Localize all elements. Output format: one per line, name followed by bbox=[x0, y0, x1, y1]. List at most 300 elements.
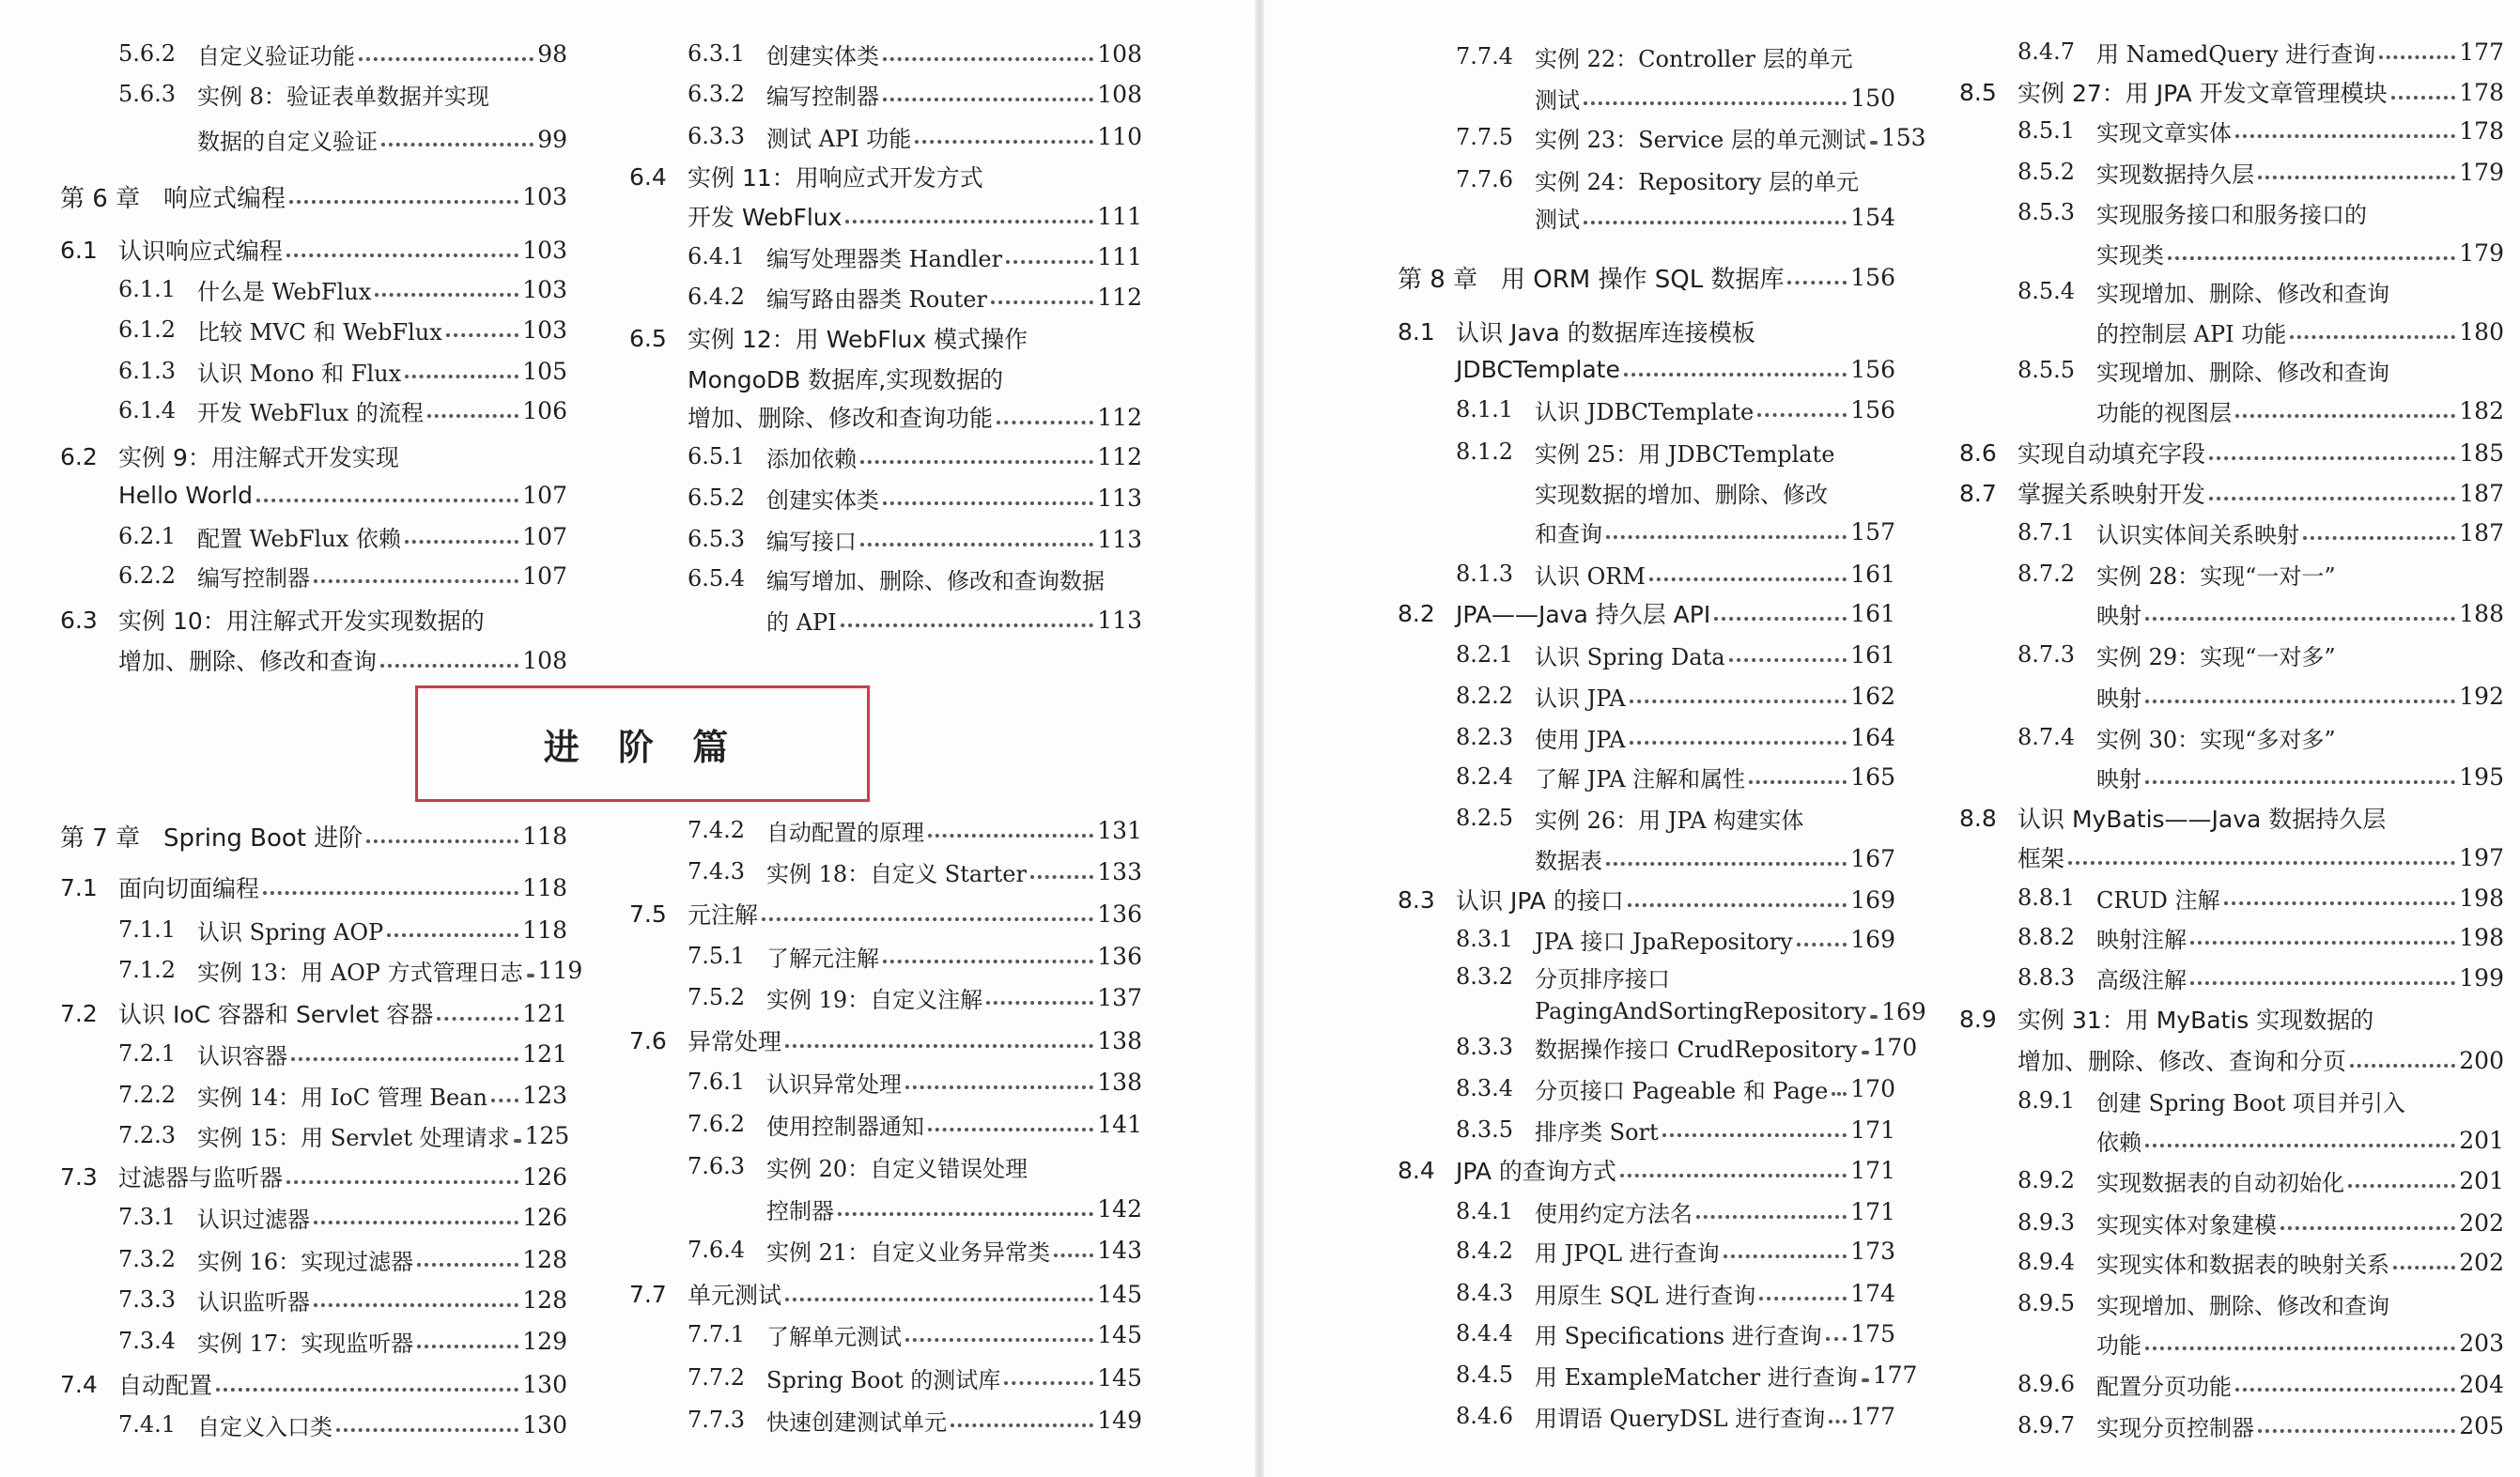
toc-entry bbox=[60, 1239, 567, 1280]
dot-leader bbox=[527, 974, 534, 977]
toc-entry-title: 编写接口 bbox=[766, 528, 857, 555]
toc-entry bbox=[60, 599, 567, 640]
toc-entry-title: 测试 API 功能 bbox=[766, 125, 912, 152]
toc-entry-title: 实例 23：Service 层的单元测试 bbox=[1535, 126, 1866, 153]
toc-entry bbox=[1398, 1354, 1918, 1395]
toc-entry-title: 数据的自定义验证 bbox=[197, 128, 378, 155]
toc-entry-number: 第 8 章 bbox=[1398, 265, 1478, 294]
toc-entry bbox=[60, 350, 567, 392]
toc-entry bbox=[1398, 1272, 1895, 1314]
dot-leader bbox=[2303, 536, 2455, 540]
dot-leader bbox=[915, 140, 1093, 144]
toc-entry bbox=[60, 867, 567, 908]
toc-entry-title: 实例 8：验证表单数据并实现 bbox=[197, 83, 489, 110]
toc-entry bbox=[1959, 998, 2504, 1039]
toc-entry-number: 8.9 bbox=[1959, 1005, 1997, 1033]
toc-entry bbox=[1959, 390, 2504, 431]
toc-entry-number: 7.3 bbox=[60, 1162, 98, 1191]
toc-entry-number: 6.5.4 bbox=[688, 565, 746, 592]
toc-entry-title: 认识 ORM bbox=[1535, 562, 1646, 590]
toc-entry bbox=[629, 1357, 1142, 1398]
toc-entry bbox=[1959, 797, 2504, 839]
toc-entry bbox=[1398, 196, 1895, 238]
toc-entry bbox=[60, 1156, 567, 1197]
dot-leader bbox=[366, 839, 518, 843]
toc-entry-number: 8.9.3 bbox=[2018, 1209, 2076, 1236]
toc-entry bbox=[1959, 512, 2504, 553]
dot-leader bbox=[860, 543, 1093, 546]
toc-entry bbox=[1398, 431, 1895, 472]
toc-entry bbox=[629, 977, 1142, 1018]
toc-entry-title: 实现文章实体 bbox=[2096, 119, 2232, 146]
toc-entry-page: 169 bbox=[1850, 885, 1895, 914]
toc-entry-page: 169 bbox=[1850, 925, 1895, 953]
toc-entry bbox=[1398, 1395, 1895, 1437]
toc-entry-page: 195 bbox=[2459, 762, 2504, 791]
toc-entry bbox=[1959, 1039, 2504, 1081]
toc-entry bbox=[60, 33, 567, 74]
dot-leader bbox=[1030, 875, 1093, 879]
toc-entry-page: 157 bbox=[1850, 517, 1895, 546]
toc-entry-page: 174 bbox=[1850, 1279, 1895, 1307]
toc-entry-title: 认识 Spring AOP bbox=[197, 918, 384, 946]
toc-entry-number: 8.9.1 bbox=[2018, 1087, 2076, 1114]
toc-entry-number: 7.4.1 bbox=[118, 1411, 177, 1438]
toc-entry-page: 145 bbox=[1097, 1320, 1142, 1348]
dot-leader bbox=[359, 57, 533, 61]
toc-entry bbox=[60, 1404, 567, 1445]
toc-entry-page: 103 bbox=[522, 236, 567, 264]
toc-entry-number: 8.2 bbox=[1398, 599, 1435, 627]
dot-leader bbox=[785, 1298, 1093, 1301]
toc-entry bbox=[60, 1074, 567, 1115]
toc-entry-title: 实例 22：Controller 层的单元 bbox=[1535, 45, 1853, 72]
toc-entry-title: 过滤器与监听器 bbox=[118, 1164, 284, 1192]
toc-entry-number: 6.5.3 bbox=[688, 526, 746, 552]
dot-leader bbox=[2068, 861, 2455, 865]
toc-entry-number: 8.5 bbox=[1959, 78, 1997, 106]
toc-entry bbox=[60, 269, 567, 310]
toc-entry-number: 8.4.5 bbox=[1456, 1362, 1514, 1388]
toc-entry-page: 170 bbox=[1850, 1074, 1895, 1102]
dot-leader bbox=[1624, 373, 1847, 377]
toc-entry-number: 7.2.2 bbox=[118, 1082, 177, 1108]
toc-entry-title: 认识 Java 的数据库连接模板 bbox=[1456, 319, 1755, 346]
toc-entry-title: 实例 30：实现“多对多” bbox=[2096, 726, 2336, 753]
toc-entry-number: 6.3.2 bbox=[688, 81, 746, 107]
toc-entry-number: 8.7.3 bbox=[2018, 641, 2076, 668]
dot-leader bbox=[1584, 101, 1847, 105]
dot-leader bbox=[2235, 1388, 2455, 1392]
toc-entry-page: 145 bbox=[1097, 1280, 1142, 1308]
toc-entry bbox=[629, 436, 1142, 477]
toc-entry bbox=[1398, 1026, 1918, 1068]
toc-entry-number: 7.3.3 bbox=[118, 1286, 177, 1313]
toc-entry bbox=[1398, 634, 1895, 675]
toc-entry bbox=[629, 1229, 1142, 1270]
toc-entry-number: 8.4.2 bbox=[1456, 1238, 1514, 1264]
dot-leader bbox=[905, 1338, 1093, 1342]
toc-entry-page: 103 bbox=[522, 275, 567, 303]
toc-entry bbox=[1398, 311, 1895, 352]
toc-entry-title: 编写增加、删除、修改和查询数据 bbox=[766, 567, 1105, 594]
toc-entry-title: MongoDB 数据库,实现数据的 bbox=[688, 366, 1004, 393]
toc-entry-number: 7.4.3 bbox=[688, 858, 746, 885]
dot-leader bbox=[905, 1085, 1093, 1089]
toc-entry bbox=[1959, 634, 2504, 675]
toc-entry bbox=[1398, 553, 1895, 594]
toc-entry bbox=[1398, 511, 1895, 552]
toc-entry bbox=[1959, 1283, 2504, 1324]
toc-entry-title: 快速创建测试单元 bbox=[766, 1408, 947, 1436]
toc-entry-title: 功能的视图层 bbox=[2096, 399, 2232, 426]
toc-entry-title: 用 NamedQuery 进行查询 bbox=[2096, 40, 2376, 68]
toc-entry-title: 认识实体间关系映射 bbox=[2096, 521, 2299, 548]
toc-entry-page: 156 bbox=[1850, 395, 1895, 423]
dot-leader bbox=[1696, 1215, 1847, 1219]
toc-entry-title: 实例 18：自定义 Starter bbox=[766, 860, 1027, 887]
toc-entry bbox=[60, 436, 567, 477]
toc-entry-title: 什么是 WebFlux bbox=[197, 278, 372, 305]
toc-entry bbox=[1959, 192, 2504, 233]
dot-leader bbox=[289, 200, 518, 204]
toc-entry-number: 8.7.1 bbox=[2018, 519, 2076, 546]
toc-entry-number: 6.2.2 bbox=[118, 562, 177, 589]
toc-entry-title: 自动配置的原理 bbox=[766, 819, 924, 846]
toc-entry-number: 6.3.3 bbox=[688, 123, 746, 149]
toc-entry-page: 156 bbox=[1850, 355, 1895, 383]
toc-entry-title: 实例 12：用 WebFlux 模式操作 bbox=[688, 326, 1028, 353]
toc-entry-page: 180 bbox=[2459, 317, 2504, 346]
toc-entry-title: 实例 19：自定义注解 bbox=[766, 986, 983, 1013]
toc-entry-page: 118 bbox=[522, 915, 567, 944]
toc-entry-page: 136 bbox=[1097, 900, 1142, 928]
toc-entry bbox=[1398, 592, 1895, 634]
dot-leader bbox=[883, 98, 1093, 101]
toc-entry-title: 控制器 bbox=[766, 1197, 834, 1224]
toc-entry bbox=[60, 309, 567, 350]
toc-entry-title: 和查询 bbox=[1535, 520, 1602, 547]
dot-leader bbox=[2209, 497, 2455, 500]
dot-leader bbox=[2379, 55, 2455, 59]
toc-entry bbox=[1959, 1241, 2504, 1283]
toc-entry bbox=[629, 851, 1142, 892]
dot-leader bbox=[1724, 1254, 1847, 1258]
dot-leader bbox=[286, 254, 518, 257]
toc-entry bbox=[1959, 877, 2504, 918]
dot-leader bbox=[2348, 1184, 2455, 1188]
dot-leader bbox=[2350, 1064, 2455, 1068]
toc-entry-title: 实例 20：自定义错误处理 bbox=[766, 1155, 1028, 1182]
toc-entry bbox=[1398, 36, 1895, 77]
toc-entry-title: JPA——Java 持久层 API bbox=[1456, 601, 1711, 628]
toc-entry-title: JDBCTemplate bbox=[1456, 355, 1620, 383]
toc-entry-title: 了解元注解 bbox=[766, 945, 879, 972]
toc-entry bbox=[1959, 110, 2504, 151]
toc-entry-title: Spring Boot 进阶 bbox=[163, 823, 363, 853]
toc-entry-number: 7.4 bbox=[60, 1370, 98, 1398]
toc-entry-title: 面向切面编程 bbox=[118, 875, 260, 902]
toc-entry bbox=[629, 893, 1142, 934]
toc-entry-title: Spring Boot 的测试库 bbox=[766, 1366, 1001, 1393]
toc-entry-number: 8.4.6 bbox=[1456, 1403, 1514, 1429]
dot-leader bbox=[2235, 414, 2455, 418]
toc-entry-number: 8.3.3 bbox=[1456, 1034, 1514, 1060]
toc-entry-page: 165 bbox=[1850, 762, 1895, 791]
toc-entry-number: 6.5.2 bbox=[688, 485, 746, 511]
dot-leader bbox=[2190, 941, 2455, 945]
dot-leader bbox=[762, 917, 1093, 921]
toc-entry-title: JPA 接口 JpaRepository bbox=[1535, 928, 1793, 955]
toc-entry bbox=[1959, 349, 2504, 391]
toc-entry-title: 功能 bbox=[2096, 1331, 2141, 1359]
toc-entry-title: 实例 16：实现过滤器 bbox=[197, 1248, 414, 1275]
dot-leader bbox=[446, 333, 519, 337]
toc-entry bbox=[60, 815, 567, 856]
toc-entry-number: 7.4.2 bbox=[688, 817, 746, 843]
toc-entry-number: 8.8 bbox=[1959, 804, 1997, 832]
toc-entry bbox=[629, 195, 1142, 237]
toc-entry-title: 实现数据表的自动初始化 bbox=[2096, 1169, 2344, 1196]
toc-entry bbox=[1959, 1322, 2504, 1363]
dot-leader bbox=[1714, 617, 1847, 621]
toc-entry bbox=[1398, 389, 1895, 430]
dot-leader bbox=[2258, 1429, 2455, 1433]
toc-entry-title: Hello World bbox=[118, 481, 253, 509]
toc-entry-title: 认识异常处理 bbox=[766, 1070, 902, 1098]
toc-entry bbox=[60, 474, 567, 515]
toc-entry-number: 6.1.3 bbox=[118, 358, 177, 384]
toc-entry-page: 129 bbox=[522, 1327, 567, 1355]
toc-entry bbox=[1398, 838, 1895, 879]
toc-entry-number: 6.4 bbox=[629, 162, 667, 191]
toc-entry-page: 192 bbox=[2459, 682, 2504, 710]
toc-entry-number: 6.1.4 bbox=[118, 397, 177, 423]
dot-leader bbox=[2224, 901, 2456, 905]
dot-leader bbox=[417, 1263, 518, 1267]
toc-entry-title: 实例 26：用 JPA 构建实体 bbox=[1535, 807, 1804, 834]
toc-entry-title: 的 API bbox=[766, 608, 837, 636]
toc-entry bbox=[629, 115, 1142, 157]
toc-entry bbox=[1959, 957, 2504, 998]
toc-entry-title: 高级注解 bbox=[2096, 966, 2187, 993]
dot-leader bbox=[2145, 780, 2455, 784]
toc-entry bbox=[1959, 232, 2504, 273]
toc-entry-number: 8.7 bbox=[1959, 479, 1997, 507]
toc-entry-number: 8.2.4 bbox=[1456, 763, 1514, 790]
toc-entry-number: 8.5.2 bbox=[2018, 159, 2076, 185]
toc-entry-page: 179 bbox=[2459, 238, 2504, 267]
toc-entry-page: 167 bbox=[1850, 844, 1895, 872]
toc-entry-page: 201 bbox=[2459, 1166, 2504, 1194]
dot-leader bbox=[2145, 1346, 2455, 1350]
toc-entry-title: 创建实体类 bbox=[766, 42, 879, 69]
toc-entry-number: 8.8.1 bbox=[2018, 885, 2076, 911]
toc-entry bbox=[1398, 1068, 1895, 1109]
toc-entry-number: 5.6.3 bbox=[118, 81, 177, 107]
left-page bbox=[0, 0, 1257, 1477]
dot-leader bbox=[1862, 1378, 1869, 1382]
dot-leader bbox=[1606, 862, 1847, 866]
toc-entry-page: 177 bbox=[1850, 1402, 1895, 1430]
toc-entry-page: 138 bbox=[1097, 1026, 1142, 1054]
toc-entry-title: 实例 21：自定义业务异常类 bbox=[766, 1239, 1051, 1266]
toc-entry-title: 自定义验证功能 bbox=[197, 42, 355, 69]
toc-entry-page: 128 bbox=[522, 1245, 567, 1273]
toc-entry-page: 105 bbox=[522, 357, 567, 385]
toc-entry-title: 了解单元测试 bbox=[766, 1323, 902, 1350]
toc-entry bbox=[60, 1320, 567, 1362]
toc-entry-number: 8.1.1 bbox=[1456, 396, 1514, 423]
toc-entry-title: 自定义入口类 bbox=[197, 1413, 332, 1440]
toc-entry-title: 开发 WebFlux 的流程 bbox=[197, 399, 424, 426]
toc-entry-page: 130 bbox=[522, 1370, 567, 1398]
toc-entry bbox=[629, 317, 1142, 359]
toc-entry-title: 实例 29：实现“一对多” bbox=[2096, 643, 2336, 670]
toc-entry-number: 7.2.3 bbox=[118, 1122, 177, 1148]
toc-entry-number: 7.6.4 bbox=[688, 1237, 746, 1263]
toc-entry-number: 6.3.1 bbox=[688, 40, 746, 67]
toc-entry-page: 171 bbox=[1850, 1156, 1895, 1184]
toc-entry-title: 用 Specifications 进行查询 bbox=[1535, 1322, 1822, 1349]
toc-entry-title: 了解 JPA 注解和属性 bbox=[1535, 765, 1746, 792]
toc-entry-title: 认识 IoC 容器和 Servlet 容器 bbox=[118, 1001, 434, 1028]
dot-leader bbox=[1649, 577, 1847, 581]
toc-entry-title: 认识 MyBatis——Java 数据持久层 bbox=[2018, 806, 2387, 833]
toc-entry bbox=[629, 358, 1142, 399]
toc-entry-page: 201 bbox=[2459, 1126, 2504, 1154]
toc-entry-number: 5.6.2 bbox=[118, 40, 177, 67]
toc-entry-title: 编写处理器类 Handler bbox=[766, 245, 1003, 272]
toc-entry-number: 8.8.3 bbox=[2018, 964, 2076, 991]
toc-entry-number: 8.3.1 bbox=[1456, 926, 1514, 952]
dot-leader bbox=[256, 499, 518, 502]
toc-entry-title: 开发 WebFlux bbox=[688, 204, 843, 231]
toc-entry-title: 实现自动填充字段 bbox=[2018, 440, 2206, 468]
toc-entry-page: 161 bbox=[1850, 640, 1895, 669]
toc-entry bbox=[629, 156, 1142, 197]
toc-column-right-1 bbox=[1398, 0, 1926, 1477]
toc-entry-number: 6.4.2 bbox=[688, 284, 746, 310]
toc-entry-title: 测试 bbox=[1535, 206, 1580, 233]
toc-entry bbox=[629, 935, 1142, 977]
toc-entry-title: 创建实体类 bbox=[766, 486, 879, 514]
toc-entry bbox=[629, 1020, 1142, 1061]
toc-entry-number: 7.1 bbox=[60, 873, 98, 901]
toc-entry-number: 8.8.2 bbox=[2018, 924, 2076, 950]
toc-entry-page: 188 bbox=[2459, 599, 2504, 627]
dot-leader bbox=[928, 1128, 1093, 1131]
toc-entry-page: 113 bbox=[1097, 525, 1142, 553]
toc-entry bbox=[629, 1103, 1142, 1145]
toc-entry-title: 实现数据持久层 bbox=[2096, 161, 2254, 188]
toc-entry bbox=[60, 515, 567, 557]
toc-entry-number: 7.3.1 bbox=[118, 1204, 177, 1230]
toc-entry bbox=[60, 1033, 567, 1074]
toc-entry-title: 实例 24：Repository 层的单元 bbox=[1535, 168, 1859, 195]
dot-leader bbox=[380, 664, 518, 668]
toc-entry-page: 197 bbox=[2459, 843, 2504, 871]
toc-entry-number: 6.1 bbox=[60, 236, 98, 264]
toc-entry bbox=[1959, 837, 2504, 878]
dot-leader bbox=[336, 1428, 518, 1432]
toc-entry-page: 170 bbox=[1872, 1033, 1918, 1061]
toc-entry bbox=[60, 639, 567, 681]
toc-entry-title: 实例 25：用 JDBCTemplate bbox=[1535, 440, 1835, 468]
dot-leader bbox=[838, 1212, 1093, 1216]
toc-entry-title: 数据表 bbox=[1535, 847, 1602, 874]
toc-entry bbox=[629, 809, 1142, 851]
toc-entry-title: 实例 31：用 MyBatis 实现数据的 bbox=[2018, 1007, 2374, 1034]
toc-entry-number: 6.4.1 bbox=[688, 243, 746, 269]
toc-entry-page: 99 bbox=[537, 125, 567, 153]
toc-entry-title: 使用控制器通知 bbox=[766, 1113, 924, 1140]
toc-entry bbox=[629, 1314, 1142, 1355]
toc-entry-page: 200 bbox=[2459, 1046, 2504, 1074]
toc-entry-page: 112 bbox=[1097, 283, 1142, 311]
dot-leader bbox=[2391, 96, 2456, 100]
toc-entry-number: 8.5.5 bbox=[2018, 357, 2076, 383]
toc-entry-title: 实现分页控制器 bbox=[2096, 1414, 2254, 1441]
toc-entry-number: 8.2.5 bbox=[1456, 805, 1514, 831]
toc-entry bbox=[1398, 1230, 1895, 1271]
toc-entry-title: 增加、删除、修改、查询和分页 bbox=[2018, 1048, 2347, 1075]
toc-entry-title: 增加、删除、修改和查询功能 bbox=[688, 405, 994, 432]
toc-entry-title: JPA 的查询方式 bbox=[1456, 1158, 1616, 1185]
toc-entry-page: 113 bbox=[1097, 606, 1142, 634]
toc-entry-page: 107 bbox=[522, 562, 567, 590]
part-heading-box bbox=[415, 685, 870, 802]
toc-entry-number: 8.4.4 bbox=[1456, 1320, 1514, 1346]
toc-entry bbox=[1959, 1363, 2504, 1405]
dot-leader bbox=[1759, 1297, 1847, 1300]
toc-entry bbox=[1398, 159, 1895, 200]
dot-leader bbox=[514, 1139, 521, 1143]
toc-entry-page: 202 bbox=[2459, 1208, 2504, 1237]
toc-entry-title: 的控制层 API 功能 bbox=[2096, 320, 2287, 347]
toc-entry bbox=[1398, 471, 1895, 513]
toc-entry-page: 162 bbox=[1850, 682, 1895, 710]
toc-entry-number: 第 6 章 bbox=[60, 184, 141, 213]
toc-entry-number: 7.6.1 bbox=[688, 1069, 746, 1095]
toc-entry bbox=[1398, 797, 1895, 839]
toc-entry-page: 108 bbox=[1097, 39, 1142, 68]
toc-entry-number: 7.2.1 bbox=[118, 1040, 177, 1067]
toc-entry-title: 认识容器 bbox=[197, 1042, 287, 1069]
toc-entry-title: 测试 bbox=[1535, 86, 1580, 114]
toc-entry-title: 排序类 Sort bbox=[1535, 1118, 1659, 1146]
dot-leader bbox=[1749, 780, 1847, 784]
toc-entry-number: 7.6 bbox=[629, 1026, 667, 1054]
toc-entry bbox=[629, 1399, 1142, 1440]
dot-leader bbox=[375, 293, 518, 297]
toc-entry-number: 7.7 bbox=[629, 1280, 667, 1308]
dot-leader bbox=[1797, 943, 1847, 946]
toc-entry-page: 161 bbox=[1850, 560, 1895, 588]
dot-leader bbox=[951, 1423, 1093, 1427]
toc-entry-page: 107 bbox=[522, 481, 567, 509]
toc-entry-page: 143 bbox=[1097, 1236, 1142, 1264]
dot-leader bbox=[2235, 134, 2455, 138]
toc-entry-page: 107 bbox=[522, 522, 567, 550]
toc-entry bbox=[60, 1363, 567, 1405]
toc-entry bbox=[1398, 1109, 1895, 1150]
toc-entry-number: 6.1.1 bbox=[118, 276, 177, 302]
toc-entry-number: 8.1.2 bbox=[1456, 438, 1514, 465]
toc-entry-page: 106 bbox=[522, 396, 567, 424]
toc-entry bbox=[629, 558, 1142, 599]
toc-entry bbox=[1959, 1405, 2504, 1446]
